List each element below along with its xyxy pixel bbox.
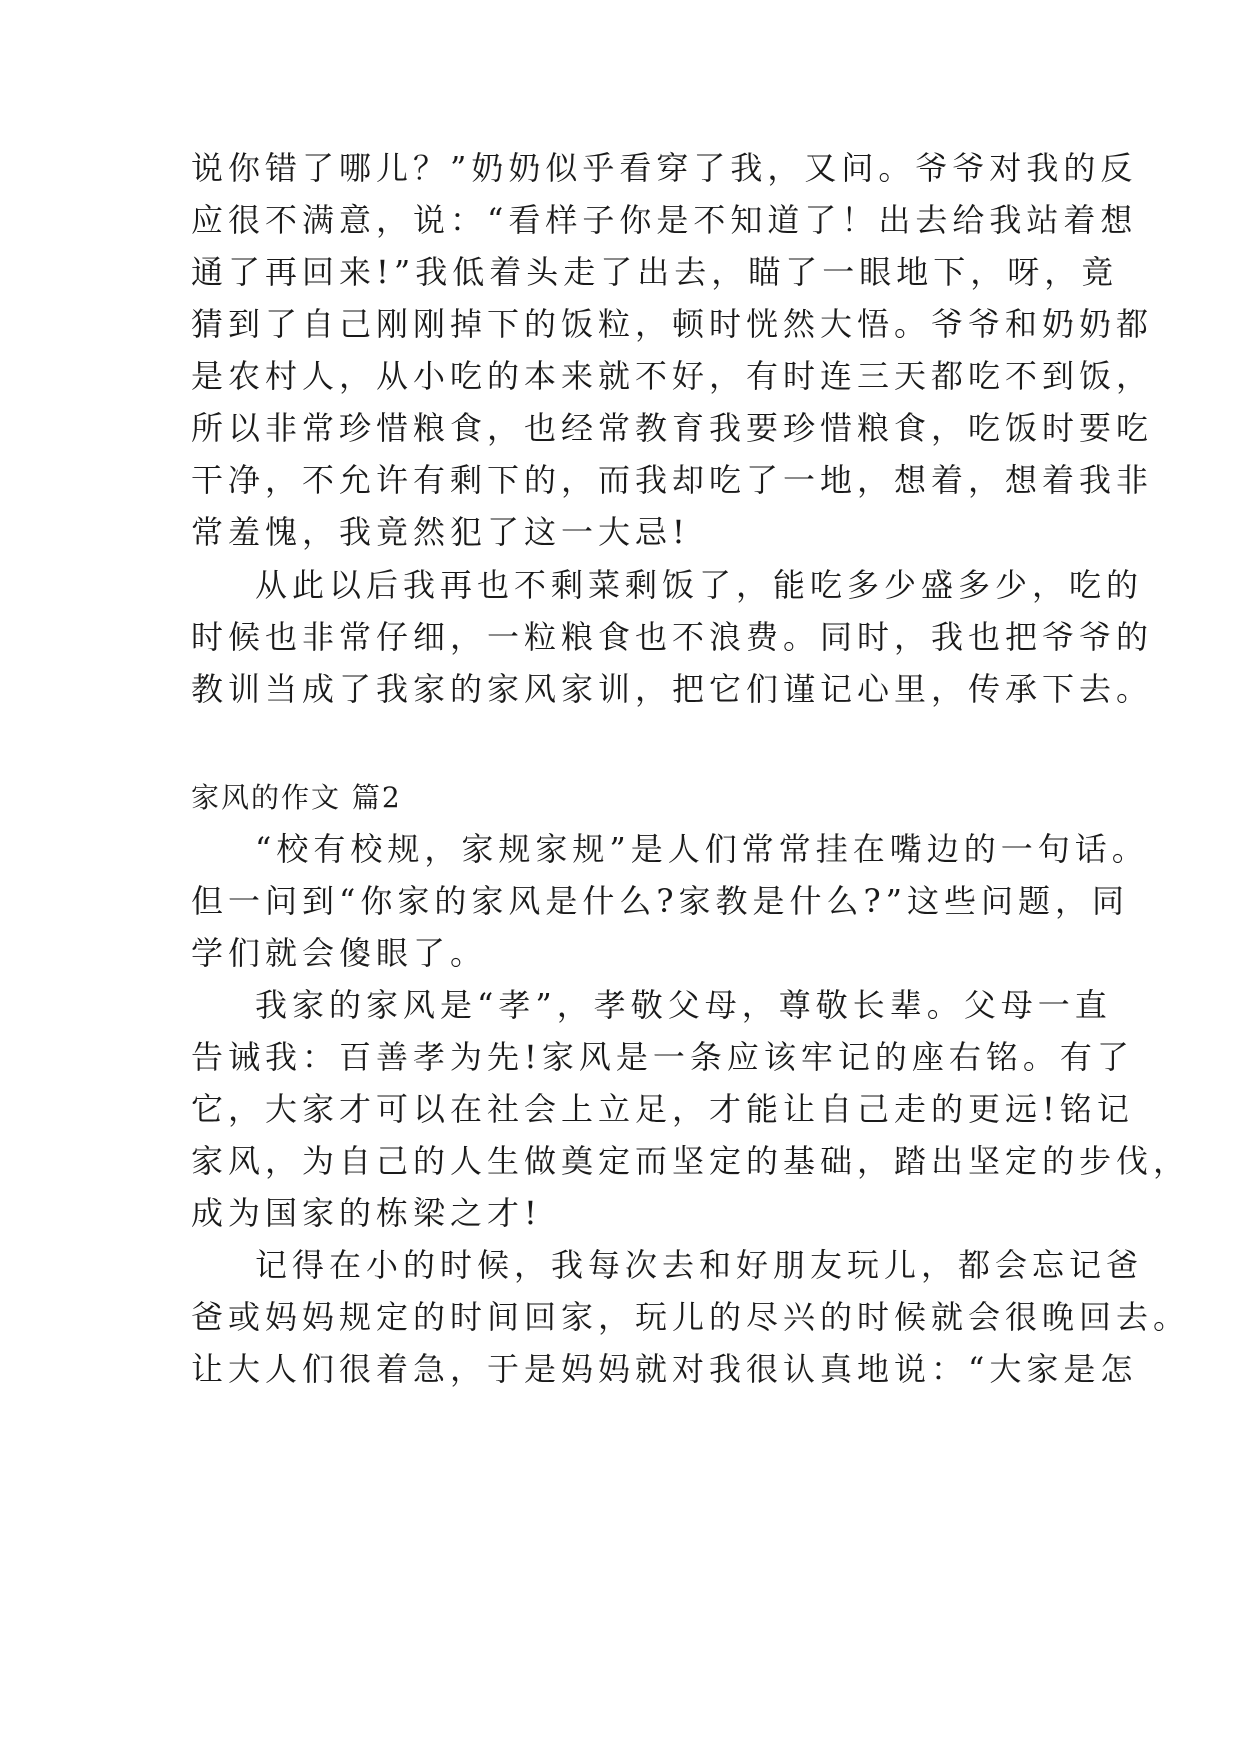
paragraph-line: 爸或妈妈规定的时间回家，玩儿的尽兴的时候就会很晚回去。 [191, 1298, 1191, 1336]
paragraph-line: 成为国家的栋梁之才! [191, 1194, 542, 1232]
paragraph-line: 告诫我：百善孝为先!家风是一条应该牢记的座右铭。有了 [191, 1038, 1134, 1076]
paragraph-line: 从此以后我再也不剩菜剩饭了，能吃多少盛多少，吃的 [255, 566, 1144, 604]
paragraph-line: 常羞愧，我竟然犯了这一大忌! [191, 513, 690, 551]
paragraph-line: 我家的家风是“孝”，孝敬父母，尊敬长辈。父母一直 [255, 986, 1112, 1024]
paragraph-line: 应很不满意，说：“看样子你是不知道了！出去给我站着想 [191, 201, 1138, 239]
paragraph-line: 家风，为自己的人生做奠定而坚定的基础，踏出坚定的步伐， [191, 1142, 1191, 1180]
paragraph-line: 说你错了哪儿？”奶奶似乎看穿了我，又问。爷爷对我的反 [191, 149, 1138, 187]
paragraph-line: “校有校规，家规家规”是人们常常挂在嘴边的一句话。 [255, 830, 1149, 868]
paragraph-line: 教训当成了我家的家风家训，把它们谨记心里，传承下去。 [191, 670, 1154, 708]
paragraph-line: 通了再回来!”我低着头走了出去，瞄了一眼地下，呀，竟 [191, 253, 1119, 291]
paragraph-line: 它，大家才可以在社会上立足，才能让自己走的更远!铭记 [191, 1090, 1134, 1128]
paragraph-line: 让大人们很着急，于是妈妈就对我很认真地说：“大家是怎 [191, 1350, 1138, 1388]
paragraph-line: 猜到了自己刚刚掉下的饭粒，顿时恍然大悟。爷爷和奶奶都 [191, 305, 1154, 343]
section-heading: 家风的作文 篇2 [191, 781, 402, 814]
paragraph-line: 干净，不允许有剩下的，而我却吃了一地，想着，想着我非 [191, 461, 1154, 499]
paragraph-line: 记得在小的时候，我每次去和好朋友玩儿，都会忘记爸 [255, 1246, 1144, 1284]
paragraph-line: 时候也非常仔细，一粒粮食也不浪费。同时，我也把爷爷的 [191, 618, 1154, 656]
paragraph-line: 是农村人，从小吃的本来就不好，有时连三天都吃不到饭， [191, 357, 1154, 395]
paragraph-line: 学们就会傻眼了。 [191, 934, 488, 972]
paragraph-line: 但一问到“你家的家风是什么?家教是什么?”这些问题，同 [191, 882, 1130, 920]
paragraph-line: 所以非常珍惜粮食，也经常教育我要珍惜粮食，吃饭时要吃 [191, 409, 1154, 447]
